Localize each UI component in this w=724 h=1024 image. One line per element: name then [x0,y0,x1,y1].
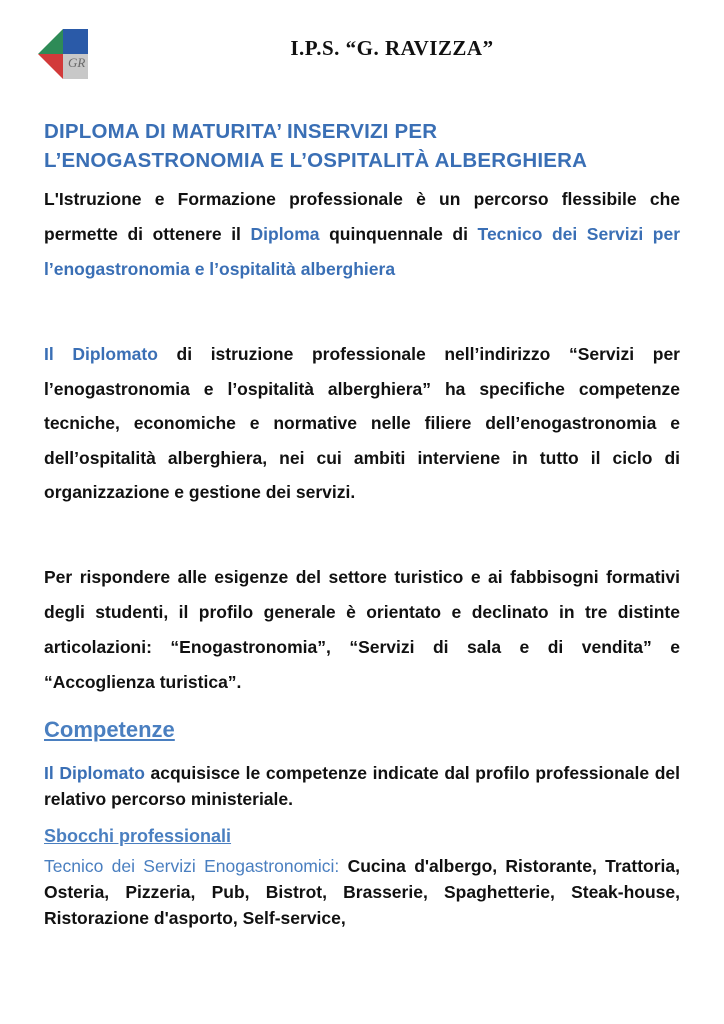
sbocchi-tecnico-highlight: Tecnico dei Servizi Enogastronomici: [44,856,340,876]
intro-text: L'Istruzione e Formazione professionale è un percorso flessibile che permette di ottenere il [44,189,680,244]
sbocchi-paragraph [44,853,680,931]
diplomato-text: di istruzione professionale nell’indirizzo “Servizi per l’enogastronomia e l’ospitalità alberghiera” ha specifiche competenze tecniche, economiche e normative nelle filiere dell’enogastronomia e dell’ospitalità alberghiera, nei cui ambiti interviene in tutto il ciclo di organizzazione e gestione dei servizi. [44,344,680,502]
diplomato-paragraph [44,337,680,510]
logo-text: GR [68,55,86,70]
intro-text-2: quinquennale di [319,224,478,244]
school-name: I.P.S. “G. RAVIZZA” [290,36,494,60]
sbocchi-heading: Sbocchi professionali [44,826,232,846]
competenze-diplomato-highlight: Il Diplomato [44,763,145,783]
page-title [44,117,684,175]
diplomato-highlight: Il Diplomato [44,344,158,364]
title-line-2: L’ENOGASTRONOMIA E L’OSPITALITÀ ALBERGHIERA [44,149,588,172]
competenze-heading: Competenze [44,717,175,742]
title-line-1: DIPLOMA DI MATURITA’ INSERVIZI PER [44,120,438,143]
competenze-text: acquisisce le competenze indicate dal profilo professionale del relativo percorso ministeriale. [44,763,681,809]
intro-paragraph [44,182,680,287]
tecnico-highlight: Tecnico dei Servizi per l’enogastronomia e l’ospitalità alberghiera [44,224,681,279]
competenze-paragraph [44,760,680,812]
diploma-highlight: Diploma [250,224,320,244]
sbocchi-text: Cucina d'albergo, Ristorante, Trattoria, Osteria, Pizzeria, Pub, Bistrot, Brasserie, Spaghetterie, Steak-house, Ristorazione d'asporto, Self-service, [44,856,680,928]
rispondere-paragraph: Per rispondere alle esigenze del settore turistico e ai fabbisogni formativi degli studenti, il profilo generale è orientato e declinato in tre distinte articolazioni: “Enogastronomia”, “Servizi di sala e di vendita” e “Accoglienza turistica”. [44,567,680,692]
